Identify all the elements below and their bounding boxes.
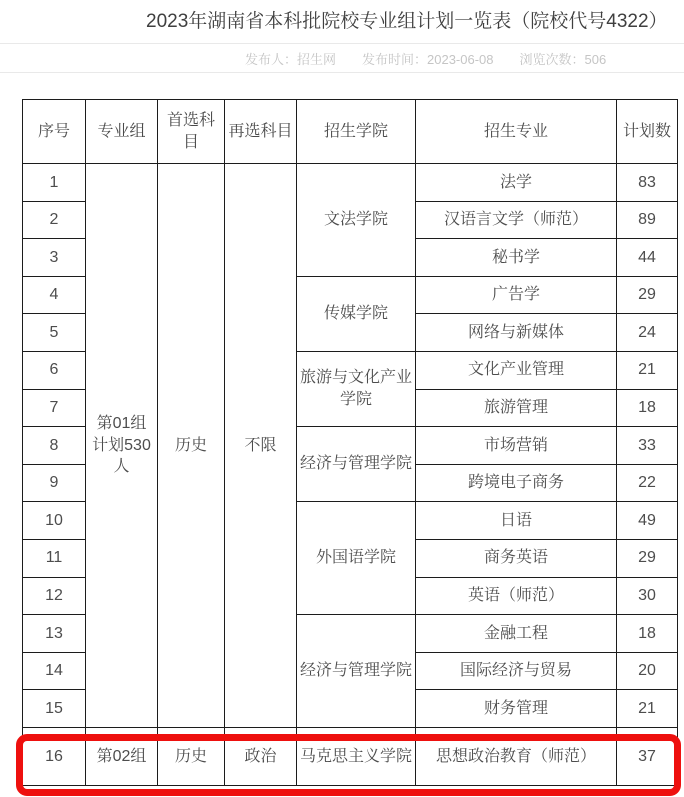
college-cell: 旅游与文化产业学院 xyxy=(297,351,416,426)
college-cell: 经济与管理学院 xyxy=(297,615,416,728)
seq-cell: 16 xyxy=(23,727,86,785)
plan-cell: 21 xyxy=(617,351,678,389)
major-cell: 法学 xyxy=(416,164,617,202)
plan-cell: 89 xyxy=(617,201,678,239)
plan-table-container xyxy=(22,99,678,786)
header-group: 专业组 xyxy=(86,100,158,164)
major-cell: 商务英语 xyxy=(416,539,617,577)
college-cell: 文法学院 xyxy=(297,164,416,277)
seq-cell: 15 xyxy=(23,690,86,728)
group-cell: 第01组计划530人 xyxy=(86,164,158,728)
meta-publish-time: 发布时间：2023-06-08 xyxy=(362,51,494,67)
header-row xyxy=(23,100,678,164)
plan-table xyxy=(22,99,678,786)
major-cell: 汉语言文学（师范） xyxy=(416,201,617,239)
major-cell: 旅游管理 xyxy=(416,389,617,427)
header-seq: 序号 xyxy=(23,100,86,164)
first-subject-cell: 历史 xyxy=(158,727,225,785)
college-cell: 马克思主义学院 xyxy=(297,727,416,785)
seq-cell: 4 xyxy=(23,276,86,314)
plan-cell: 30 xyxy=(617,577,678,615)
plan-cell: 83 xyxy=(617,164,678,202)
plan-cell: 33 xyxy=(617,427,678,465)
major-cell: 广告学 xyxy=(416,276,617,314)
meta-view-count: 浏览次数：506 xyxy=(519,51,607,67)
seq-cell: 11 xyxy=(23,539,86,577)
major-cell: 国际经济与贸易 xyxy=(416,652,617,690)
seq-cell: 12 xyxy=(23,577,86,615)
major-cell: 金融工程 xyxy=(416,615,617,653)
seq-cell: 5 xyxy=(23,314,86,352)
seq-cell: 6 xyxy=(23,351,86,389)
meta-bar xyxy=(0,43,684,73)
major-cell: 秘书学 xyxy=(416,239,617,277)
major-cell: 日语 xyxy=(416,502,617,540)
first-subject-cell: 历史 xyxy=(158,164,225,728)
college-cell: 经济与管理学院 xyxy=(297,427,416,502)
plan-cell: 29 xyxy=(617,539,678,577)
plan-cell: 20 xyxy=(617,652,678,690)
second-subject-cell: 不限 xyxy=(225,164,297,728)
header-first-subject: 首选科目 xyxy=(158,100,225,164)
page-title: 2023年湖南省本科批院校专业组计划一览表（院校代号4322） xyxy=(146,11,668,32)
seq-cell: 3 xyxy=(23,239,86,277)
header-major: 招生专业 xyxy=(416,100,617,164)
header-college: 招生学院 xyxy=(297,100,416,164)
seq-cell: 8 xyxy=(23,427,86,465)
plan-cell: 49 xyxy=(617,502,678,540)
second-subject-cell: 政治 xyxy=(225,727,297,785)
seq-cell: 10 xyxy=(23,502,86,540)
major-cell: 网络与新媒体 xyxy=(416,314,617,352)
meta-publisher: 发布人：招生网 xyxy=(245,51,337,67)
table-row-highlighted xyxy=(23,727,678,785)
college-cell: 外国语学院 xyxy=(297,502,416,615)
header-plan: 计划数 xyxy=(617,100,678,164)
seq-cell: 13 xyxy=(23,615,86,653)
plan-cell: 24 xyxy=(617,314,678,352)
header-second-subject: 再选科目 xyxy=(225,100,297,164)
seq-cell: 1 xyxy=(23,164,86,202)
seq-cell: 14 xyxy=(23,652,86,690)
group-cell: 第02组 xyxy=(86,727,158,785)
plan-cell: 18 xyxy=(617,389,678,427)
seq-cell: 2 xyxy=(23,201,86,239)
table-row xyxy=(23,164,678,202)
college-cell: 传媒学院 xyxy=(297,276,416,351)
plan-cell: 37 xyxy=(617,727,678,785)
plan-cell: 18 xyxy=(617,615,678,653)
plan-cell: 21 xyxy=(617,690,678,728)
major-cell: 跨境电子商务 xyxy=(416,464,617,502)
seq-cell: 7 xyxy=(23,389,86,427)
plan-cell: 22 xyxy=(617,464,678,502)
major-cell: 文化产业管理 xyxy=(416,351,617,389)
plan-cell: 29 xyxy=(617,276,678,314)
plan-cell: 44 xyxy=(617,239,678,277)
major-cell: 市场营销 xyxy=(416,427,617,465)
major-cell: 思想政治教育（师范） xyxy=(416,727,617,785)
major-cell: 英语（师范） xyxy=(416,577,617,615)
seq-cell: 9 xyxy=(23,464,86,502)
major-cell: 财务管理 xyxy=(416,690,617,728)
